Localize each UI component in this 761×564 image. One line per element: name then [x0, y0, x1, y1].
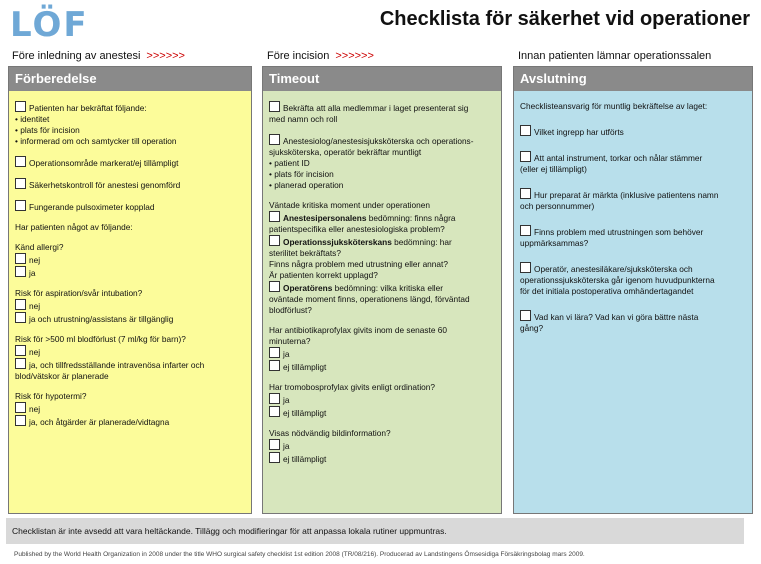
checkbox[interactable]: [15, 402, 26, 413]
checkbox[interactable]: [520, 151, 531, 162]
checkbox[interactable]: [15, 266, 26, 277]
phase-label-3: Innan patienten lämnar operationssalen: [518, 50, 712, 62]
checkbox[interactable]: [15, 299, 26, 310]
checkbox[interactable]: [15, 415, 26, 426]
checkbox[interactable]: [269, 347, 280, 358]
checkbox[interactable]: [15, 200, 26, 211]
phase-label-2: Före incision >>>>>>: [267, 50, 374, 62]
checkbox[interactable]: [269, 235, 280, 246]
checkbox[interactable]: [269, 393, 280, 404]
checkbox[interactable]: [15, 312, 26, 323]
checkbox[interactable]: [269, 281, 280, 292]
publication-credit: Published by the World Health Organization in 2008 under the title WHO surgical safety checklist 1st edition 2008 (TR/08/216). Producerad av Landstingens Ömsesidiga Försäkringsbolag mars 2009.: [14, 551, 585, 558]
lof-logo: LÖF: [10, 5, 89, 45]
checkbox[interactable]: [269, 211, 280, 222]
checkbox[interactable]: [269, 406, 280, 417]
page-title: Checklista för säkerhet vid operationer: [379, 8, 750, 30]
checkbox[interactable]: [15, 358, 26, 369]
checkbox[interactable]: [15, 101, 26, 112]
disclaimer-bar: Checklistan är inte avsedd att vara heltäckande. Tillägg och modifieringar för att anpassa lokala rutiner uppmuntras.: [6, 518, 744, 544]
column-header: Avslutning: [514, 67, 752, 91]
column-header: Förberedelse: [9, 67, 251, 91]
checkbox[interactable]: [15, 345, 26, 356]
checkbox[interactable]: [520, 188, 531, 199]
column-header: Timeout: [263, 67, 501, 91]
checkbox[interactable]: [520, 125, 531, 136]
column-timeout: Timeout Bekräfta att alla medlemmar i laget presenterat sig med namn och roll Anestesiolog/anestesisjuksköterska och operations- sjuksköterska, operatör bekräftar muntligt • patient ID • plats för incision • planerad operation Väntade kritiska moment under operationen Anestesipersonalens bedömning: finns några patientspecifika eller anestesiologiska problem? Operationssjuksköterskans bedömning: har sterilitet bekräftats? Finns några problem med utrustning eller annat? Är patienten korrekt upplagd? Operatörens bedömning: vilka kritiska eller oväntade moment finns, operationens längd, förväntad blodförlust? Har antibiotikaprofylax givits inom de senaste 60 minuterna? ja ej tillämpligt Har tromobosprofylax givits enligt ordination? ja ej tillämpligt Visas nödvändig bildinformation? ja ej tillämpligt: [262, 66, 502, 514]
column-avslutning: Avslutning Checklisteansvarig för muntlig bekräftelse av laget: Vilket ingrepp har utförts Att antal instrument, torkar och nålar stämmer (eller ej tillämpligt) Hur preparat är märkta (inklusive patientens namn och personnummer) Finns problem med utrustningen som behöver uppmärksammas? Operatör, anestesiläkare/sjuksköterska och operationssjuksköterska går igenom huvudpunkterna för det initiala postoperativa omhändertagandet Vad kan vi lära? Vad kan vi göra bättre nästa gång?: [513, 66, 753, 514]
checkbox[interactable]: [520, 262, 531, 273]
column-forberedelse: Förberedelse Patienten har bekräftat följande: • identitet • plats för incision • informerad om och samtycker till operation Operationsområde markerat/ej tillämpligt Säkerhetskontroll för anestesi genomförd Fungerande pulsoximeter kopplad Har patienten något av följande: Känd allergi? nej ja Risk för aspiration/svår intubation? nej ja och utrustning/assistans är tillgänglig Risk för >500 ml blodförlust (7 ml/kg för barn)? nej ja, och tillfredsställande intravenösa infarter och blod/vätskor är planerade Risk för hypotermi? nej ja, och åtgärder är planerade/vidtagna: [8, 66, 252, 514]
checkbox[interactable]: [269, 134, 280, 145]
checkbox[interactable]: [269, 101, 280, 112]
phase-label-1: Före inledning av anestesi >>>>>>: [12, 50, 185, 62]
checkbox[interactable]: [15, 178, 26, 189]
checkbox[interactable]: [269, 439, 280, 450]
checkbox[interactable]: [15, 253, 26, 264]
checkbox[interactable]: [269, 452, 280, 463]
checkbox[interactable]: [15, 156, 26, 167]
checkbox[interactable]: [520, 225, 531, 236]
checkbox[interactable]: [269, 360, 280, 371]
checkbox[interactable]: [520, 310, 531, 321]
